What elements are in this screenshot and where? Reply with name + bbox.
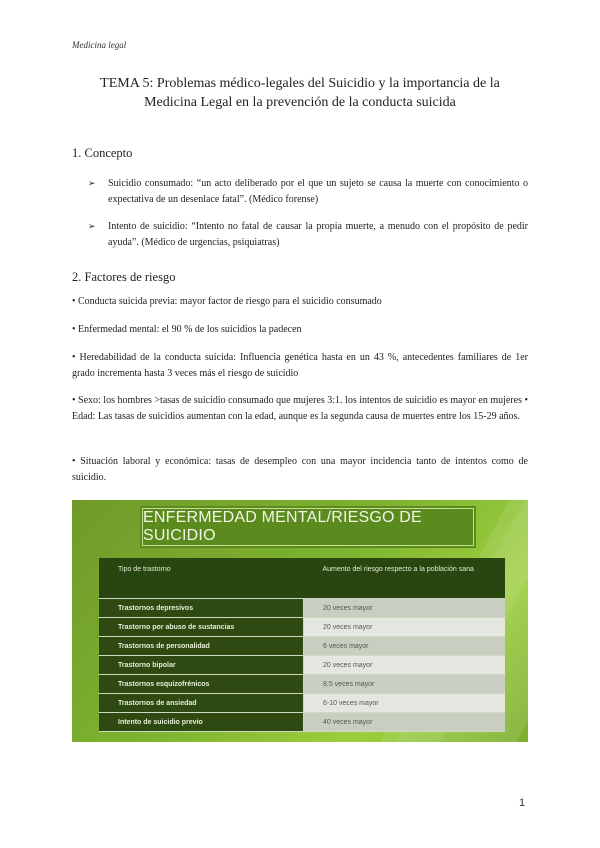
slide-figure	[72, 500, 528, 742]
title-line-1: TEMA 5: Problemas médico-legales del Suicidio y la importancia de la	[100, 76, 500, 91]
disorder-name: Trastornos de ansiedad	[99, 694, 304, 713]
disorder-name: Trastornos de personalidad	[99, 637, 304, 656]
concept-item-text: Intento de suicidio: “Intento no fatal de causar la propia muerte, a menudo con el propósito de pedir ayuda”. (Médico de urgencias, psiquiatras)	[108, 221, 528, 248]
page-number: 1	[519, 797, 526, 809]
risk-factor-paragraph: • Heredabilidad de la conducta suicida: Influencia genética hasta en un 43 %, antecedentes familiares de 1er grado incrementa hasta 3 veces más el riesgo de suicidio	[72, 352, 528, 379]
risk-value: 20 veces mayor	[304, 656, 506, 675]
table-row	[99, 694, 505, 713]
running-header: Medicina legal	[72, 40, 127, 50]
table-header-cell: Tipo de trastorno	[99, 558, 304, 599]
table-header-row	[99, 558, 505, 599]
document-title	[72, 74, 528, 112]
table-row	[99, 675, 505, 694]
risk-value: 40 veces mayor	[304, 713, 506, 732]
risk-value: 6 veces mayor	[304, 637, 506, 656]
table-row	[99, 618, 505, 637]
table-row	[99, 637, 505, 656]
arrow-bullet-icon: ➢	[88, 179, 96, 189]
risk-factor-paragraph: • Enfermedad mental: el 90 % de los suicidios la padecen	[72, 324, 302, 335]
concept-item	[88, 176, 528, 208]
slide-title: ENFERMEDAD MENTAL/RIESGO DE SUICIDIO	[143, 509, 422, 544]
risk-factor-paragraph: • Sexo: los hombres >tasas de suicidio consumado que mujeres 3:1. los intentos de suicidio es mayor en mujeres • Edad: Las tasas de suicidios aumentan con la edad, aunque es la segunda causa de muertes entre los 15-29 años.	[72, 395, 528, 422]
risk-value: 6-10 veces mayor	[304, 694, 506, 713]
slide-title-box	[142, 508, 474, 546]
disorder-name: Trastornos depresivos	[99, 599, 304, 618]
disorder-name: Trastornos esquizofrénicos	[99, 675, 304, 694]
arrow-bullet-icon: ➢	[88, 222, 96, 232]
risk-factor-paragraph: • Conducta suicida previa: mayor factor de riesgo para el suicidio consumado	[72, 296, 382, 307]
risk-factor-paragraph: • Situación laboral y económica: tasas de desempleo con una mayor incidencia tanto de intentos como de suicidio.	[72, 456, 528, 483]
risk-value: 8.5 veces mayor	[304, 675, 506, 694]
concept-item-text: Suicidio consumado: “un acto deliberado por el que un sujeto se causa la muerte con conocimiento o expectativa de un desenlace fatal”. (Médico forense)	[108, 178, 528, 205]
table-row	[99, 656, 505, 675]
risk-value: 20 veces mayor	[304, 618, 506, 637]
risk-value: 20 veces mayor	[304, 599, 506, 618]
disorder-name: Intento de suicidio previo	[99, 713, 304, 732]
title-line-2: Medicina Legal en la prevención de la conducta suicida	[144, 95, 456, 110]
table-row	[99, 599, 505, 618]
disorder-name: Trastorno por abuso de sustancias	[99, 618, 304, 637]
risk-table	[99, 558, 505, 732]
section-heading-factores: 2. Factores de riesgo	[72, 270, 176, 284]
table-header-cell: Aumento del riesgo respecto a la población sana	[304, 558, 506, 599]
concept-item	[88, 219, 528, 251]
disorder-name: Trastorno bipolar	[99, 656, 304, 675]
table-row	[99, 713, 505, 732]
section-heading-concepto: 1. Concepto	[72, 146, 133, 160]
